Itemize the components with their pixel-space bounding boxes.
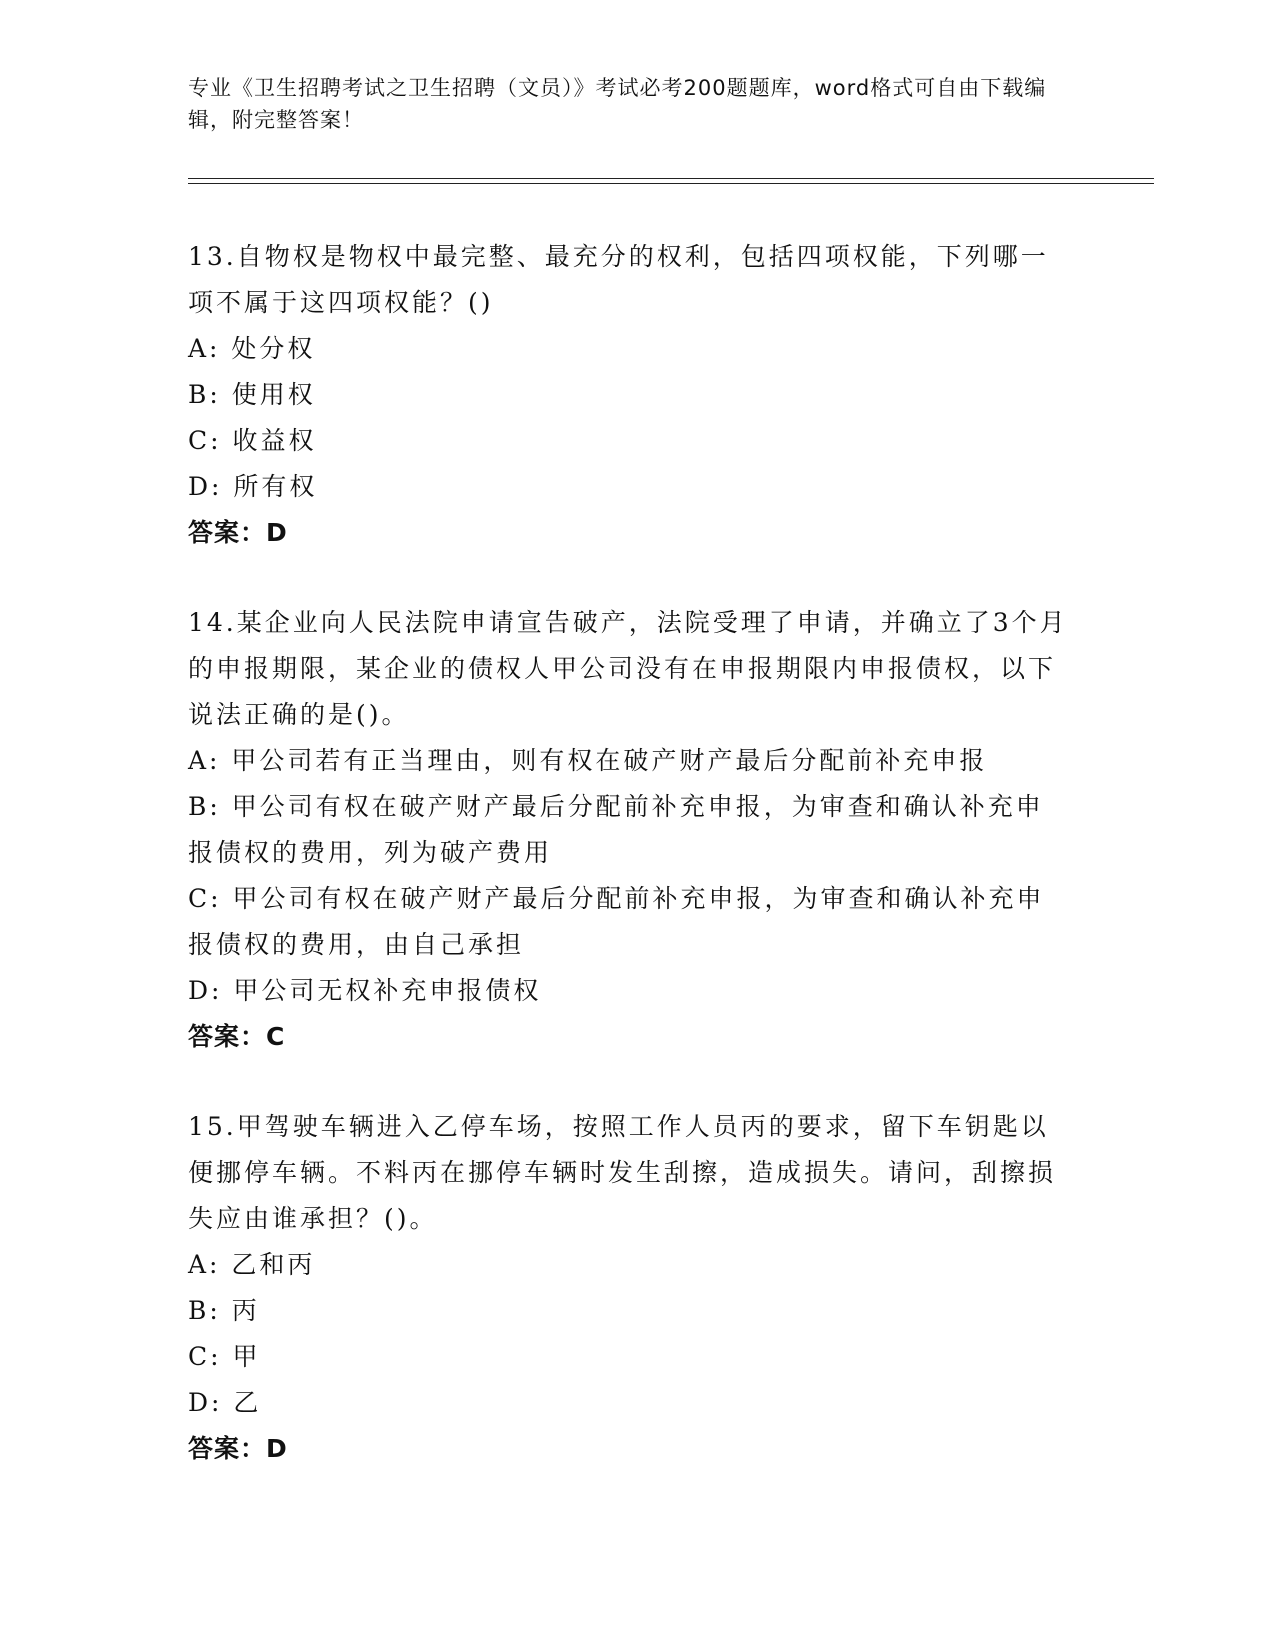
answer-label: 答案：C: [188, 1022, 286, 1051]
question-stem: 13.自物权是物权中最完整、最充分的权利，包括四项权能，下列哪一项不属于这四项权能？(): [188, 242, 1049, 317]
question-stem: 15.甲驾驶车辆进入乙停车场，按照工作人员丙的要求，留下车钥匙以便挪停车辆。不料丙在挪停车辆时发生刮擦，造成损失。请问，刮擦损失应由谁承担？()。: [188, 1112, 1057, 1233]
answer-label: 答案：D: [188, 1434, 288, 1463]
option-d: D: 所有权: [188, 472, 318, 501]
question-14: [188, 600, 1068, 1060]
option-b: B: 丙: [188, 1296, 260, 1325]
option-b: B: 甲公司有权在破产财产最后分配前补充申报，为审查和确认补充申报债权的费用，列为破产费用: [188, 792, 1044, 867]
header-rule-top: [188, 178, 1154, 179]
option-b: B: 使用权: [188, 380, 316, 409]
question-13: [188, 234, 1068, 556]
option-c: C: 甲: [188, 1342, 261, 1371]
option-a: A: 处分权: [188, 334, 316, 363]
question-stem: 14.某企业向人民法院申请宣告破产，法院受理了申请，并确立了3个月的申报期限，某企业的债权人甲公司没有在申报期限内申报债权，以下说法正确的是()。: [188, 608, 1068, 729]
option-a: A: 乙和丙: [188, 1250, 316, 1279]
header-rule-bottom: [188, 183, 1154, 184]
document-header: 专业《卫生招聘考试之卫生招聘（文员）》考试必考200题题库，word格式可自由下载编辑，附完整答案！: [188, 76, 1047, 132]
answer-label: 答案：D: [188, 518, 288, 547]
option-d: D: 乙: [188, 1388, 262, 1417]
option-a: A: 甲公司若有正当理由，则有权在破产财产最后分配前补充申报: [188, 746, 988, 775]
question-15: [188, 1104, 1068, 1472]
option-c: C: 甲公司有权在破产财产最后分配前补充申报，为审查和确认补充申报债权的费用，由自己承担: [188, 884, 1045, 959]
question-list: [188, 234, 1068, 1516]
option-c: C: 收益权: [188, 426, 317, 455]
option-d: D: 甲公司无权补充申报债权: [188, 976, 542, 1005]
